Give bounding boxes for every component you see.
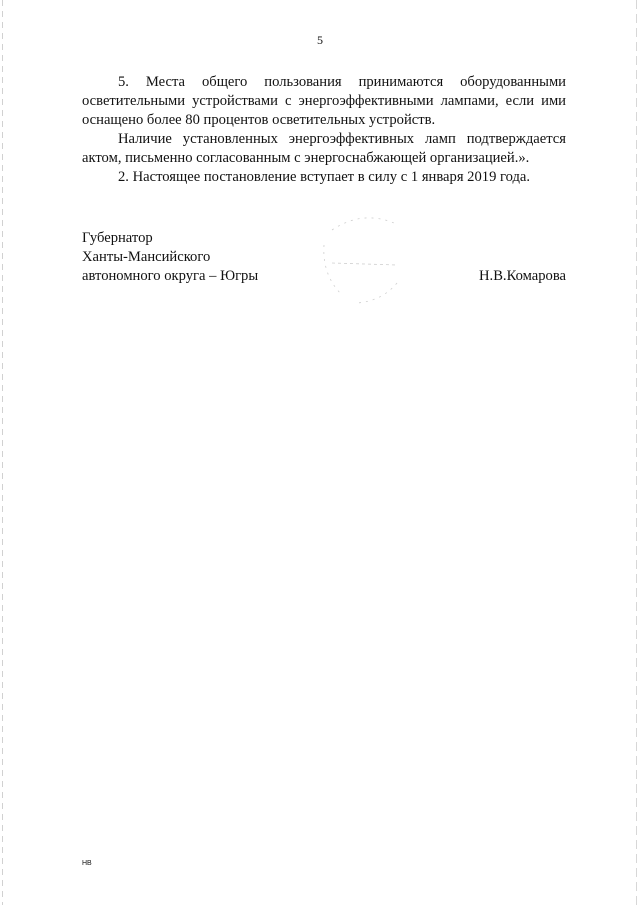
signer-title-line-1: Губернатор: [82, 230, 153, 246]
scan-edge-right: [636, 0, 637, 905]
paragraph-effective-date: 2. Настоящее постановление вступает в силу с 1 января 2019 года.: [118, 169, 531, 185]
signature-block: [82, 229, 566, 286]
signer-title-line-2: Ханты-Мансийского: [82, 249, 211, 265]
signer-title-line-3: автономного округа – Югры: [82, 268, 259, 284]
paragraph-lamps-confirmation: Наличие установленных энергоэффективных ламп подтверждается актом, письменно согласованным с энергоснабжающей организацией.».: [82, 131, 566, 166]
signer-name: Н.В.Комарова: [479, 268, 566, 284]
paragraph-item-5: 5. Места общего пользования принимаются оборудованными осветительными устройствами с энергоэффективными лампами, если ими оснащено более 80 процентов осветительных устройств.: [82, 74, 566, 128]
footer-initials: НВ: [82, 860, 92, 867]
page-number: 5: [317, 33, 323, 47]
scan-edge-left: [2, 0, 3, 905]
document-body: [82, 73, 566, 187]
